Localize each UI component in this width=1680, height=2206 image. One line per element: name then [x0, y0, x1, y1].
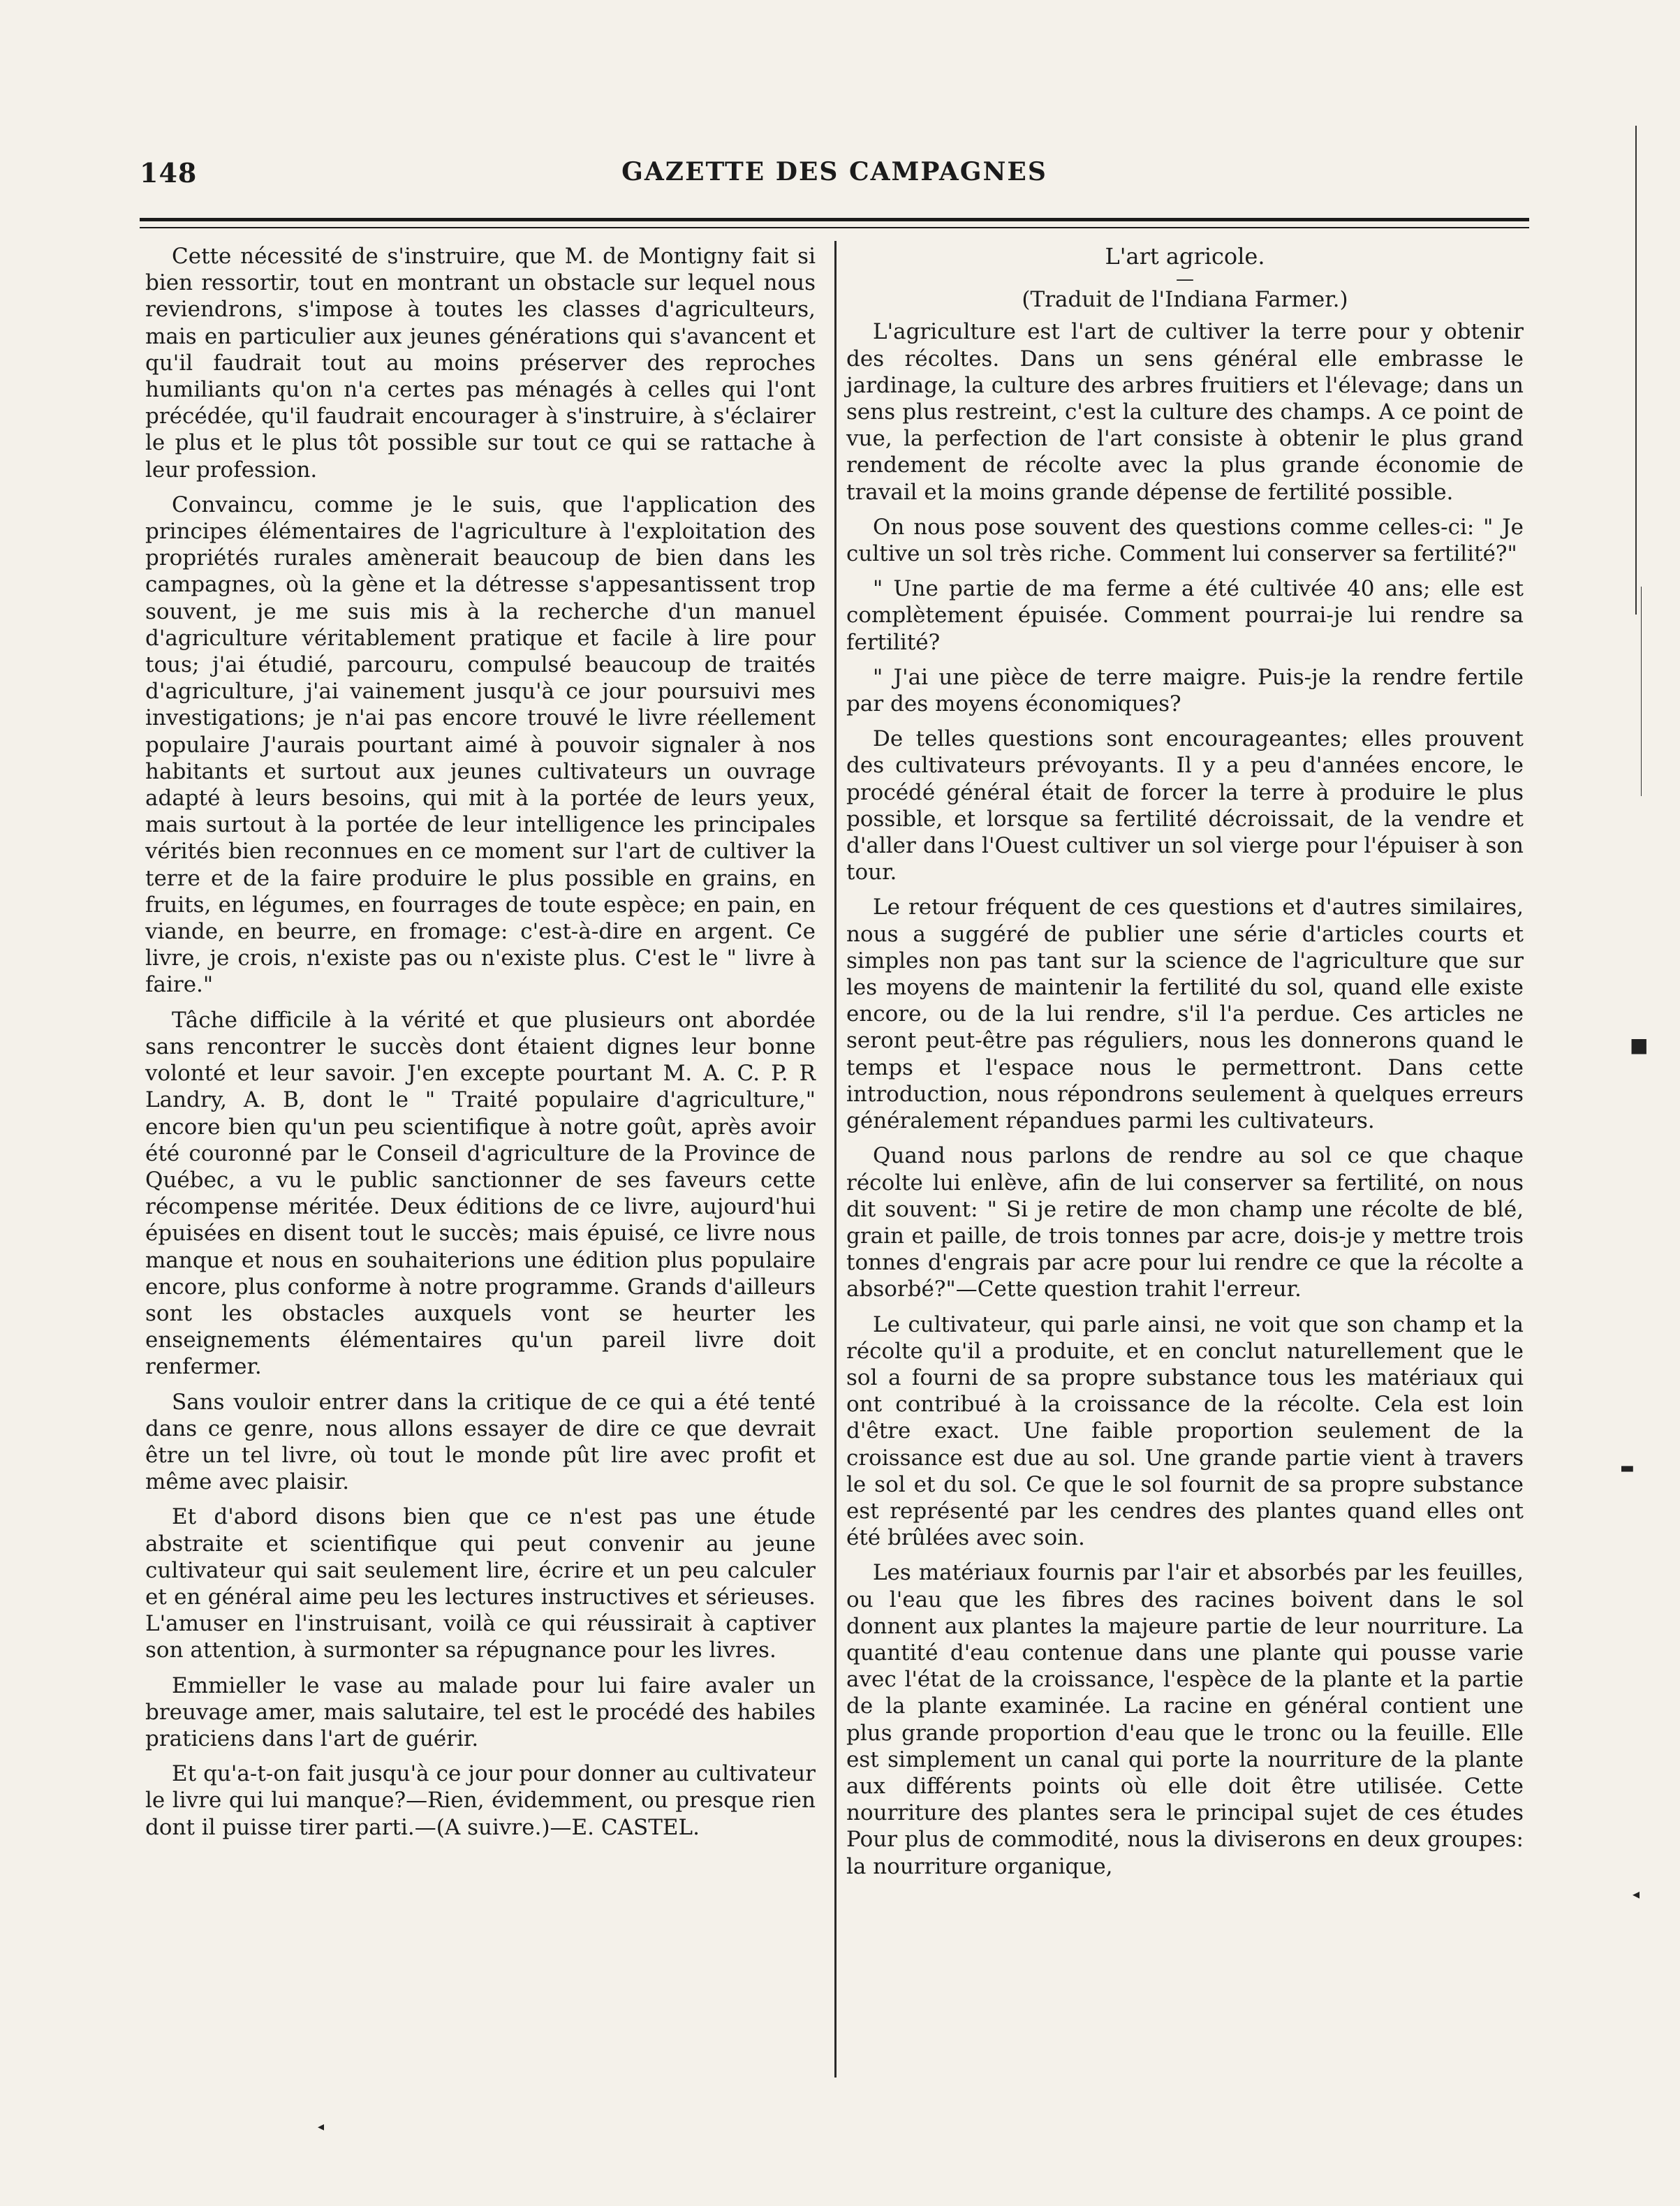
right-column: [846, 243, 1524, 1888]
page-number: 148: [140, 157, 198, 189]
left-paragraph-1: Cette nécessité de s'instruire, que M. de Montigny fait si bien ressortir, tout en montrant un obstacle sur lequel nous reviendrons, s'impose à toutes les classes d'agriculteurs, mais en particulier aux jeunes générations qui s'avancent et qu'il faudrait tout au moins préserver des reproches humiliants qu'on n'a certes pas ménagés à celles qui l'ont précédée, qu'il faudrait encourager à s'instruire, à s'éclairer le plus et le plus tôt possible sur tout ce qui se rattache à leur profession.: [145, 244, 816, 483]
masthead-title: GAZETTE DES CAMPAGNES: [621, 157, 1047, 186]
right-paragraph-5: De telles questions sont encourageantes; elles prouvent des cultivateurs prévoyants. Il y a peu d'années encore, le procédé général était de forcer la terre à produire le plus possible, et lorsque sa fertilité décroissait, de la vendre et d'aller dans l'Ouest cultiver un sol vierge pour l'épuiser à son tour.: [846, 726, 1524, 885]
ink-speck: ▬: [1620, 1459, 1635, 1477]
right-paragraph-3: " Une partie de ma ferme a été cultivée 40 ans; elle est complètement épuisée. Comment pourrai-je lui rendre sa fertilité?: [846, 576, 1524, 655]
scan-edge-line-2: [1641, 587, 1642, 796]
left-paragraph-2: Convaincu, comme je le suis, que l'application des principes élémentaires de l'agriculture à l'exploitation des propriétés rurales amènerait beaucoup de bien dans les campagnes, où la gène et la détresse s'appesantissent trop souvent, je me suis mis à la recherche d'un manuel d'agriculture véritablement pratique et facile à lire pour tous; j'ai étudié, parcouru, compulsé beaucoup de traités d'agriculture, j'ai vainement jusqu'à ce jour poursuivi mes investigations; je n'ai pas encore trouvé le livre réellement populaire J'aurais pourtant aimé à pouvoir signaler à nos habitants et surtout aux jeunes cultivateurs un ouvrage adapté à leurs besoins, qui mit à la portée de leurs yeux, mais surtout à la portée de leur intelligence les principales vérités bien reconnues en ce moment sur l'art de cultiver la terre et de la faire produire le plus possible en grains, en fruits, en légumes, en fourrages de toute espèce; en pain, en viande, en beurre, en fromage: c'est-à-dire en argent. Ce livre, je crois, n'existe pas ou n'existe plus. C'est le " livre à faire.": [145, 492, 816, 998]
left-paragraph-5: Et d'abord disons bien que ce n'est pas une étude abstraite et scientifique qui peut convenir au jeune cultivateur qui sait seulement lire, écrire et un peu calculer et en général aime peu les lectures instructives et sérieuses. L'amuser en l'instruisant, voilà ce qui réussirait à captiver son attention, à surmonter sa répugnance pour les livres.: [145, 1504, 816, 1663]
right-paragraph-4: " J'ai une pièce de terre maigre. Puis-je la rendre fertile par des moyens économiques?: [846, 664, 1524, 717]
ink-speck: ◂: [318, 2119, 325, 2134]
right-paragraph-6: Le retour fréquent de ces questions et d'autres similaires, nous a suggéré de publier une série d'articles courts et simples non pas tant sur la science de l'agriculture que sur les moyens de maintenir la fertilité du sol, quand elle existe encore, ou de la lui rendre, s'il l'a perdue. Ces articles ne seront peut-être pas réguliers, nous les donnerons quand le temps et l'espace nous le permettront. Dans cette introduction, nous répondrons seulement à quelques erreurs généralement répandues parmi les cultivateurs.: [846, 895, 1524, 1134]
left-paragraph-7: Et qu'a-t-on fait jusqu'à ce jour pour donner au cultivateur le livre qui lui manque?—Rien, évidemment, ou presque rien dont il puisse tirer parti.—(A suivre.)—E. CASTEL.: [145, 1761, 816, 1840]
ink-speck: ■: [1630, 1034, 1649, 1057]
page-header: [140, 157, 1529, 192]
right-paragraph-9: Les matériaux fournis par l'air et absorbés par les feuilles, ou l'eau que les fibres des racines boivent dans le sol donnent aux plantes la majeure partie de leur nourriture. La quantité d'eau contenue dans une plante qui pousse varie avec l'état de la croissance, l'espèce de la plante et la partie de la plante examinée. La racine en général contient une plus grande proportion d'eau que le tronc ou la feuille. Elle est simplement un canal qui porte la nourriture de la plante aux différents points où elle doit être utilisée. Cette nourriture des plantes sera le principal sujet de ces études Pour plus de commodité, nous la diviserons en deux groupes: la nourriture organique,: [846, 1560, 1524, 1879]
scan-edge-line: [1635, 126, 1637, 615]
left-column: [145, 243, 816, 1849]
article-title: L'art agricole.: [1105, 243, 1265, 270]
ink-speck: ◂: [1633, 1885, 1640, 1902]
right-paragraph-8: Le cultivateur, qui parle ainsi, ne voit que son champ et la récolte qu'il a produite, et en conclut naturellement que le sol a fourni de sa propre substance tous les matériaux qui ont contribué à la croissance de la récolte. Cela est loin d'être exact. Une faible proportion seulement de la croissance est due au sol. Une grande partie vient à travers le sol et du sol. Ce que le sol fournit de sa propre substance est représenté par les cendres des plantes quand elles ont été brûlées avec soin.: [846, 1311, 1524, 1551]
column-divider: [834, 241, 837, 2078]
right-paragraph-1: L'agriculture est l'art de cultiver la terre pour y obtenir des récoltes. Dans un sens général elle embrasse le jardinage, la culture des arbres fruitiers et l'élevage; dans un sens plus restreint, c'est la culture des champs. A ce point de vue, la perfection de l'art consiste à obtenir le plus grand rendement de récolte avec la plus grande économie de travail et la moins grande dépense de fertilité possible.: [846, 319, 1524, 505]
header-rule-thick: [140, 218, 1529, 221]
left-paragraph-6: Emmieller le vase au malade pour lui faire avaler un breuvage amer, mais salutaire, tel est le procédé des habiles praticiens dans l'art de guérir.: [145, 1672, 816, 1751]
right-paragraph-2: On nous pose souvent des questions comme celles-ci: " Je cultive un sol très riche. Comment lui conserver sa fertilité?": [846, 514, 1524, 567]
title-dash: —: [1176, 269, 1194, 291]
left-paragraph-4: Sans vouloir entrer dans la critique de ce qui a été tenté dans ce genre, nous allons essayer de dire ce que devrait être un tel livre, où tout le monde pût lire avec profit et même avec plaisir.: [145, 1389, 816, 1495]
header-rule-thin: [140, 227, 1529, 228]
right-paragraph-7: Quand nous parlons de rendre au sol ce que chaque récolte lui enlève, afin de lui conserver sa fertilité, on nous dit souvent: " Si je retire de mon champ une récolte de blé, grain et paille, de trois tonnes par acre, dois-je y mettre trois tonnes d'engrais par acre pour lui rendre ce que la récolte a absorbé?"—Cette question trahit l'erreur.: [846, 1143, 1524, 1302]
article-subtitle: (Traduit de l'Indiana Farmer.): [1022, 287, 1348, 313]
left-paragraph-3: Tâche difficile à la vérité et que plusieurs ont abordée sans rencontrer le succès dont étaient dignes leur bonne volonté et leur savoir. J'en excepte pourtant M. A. C. P. R Landry, A. B, dont le " Traité populaire d'agriculture," encore bien qu'un peu scientifique à notre goût, après avoir été couronné par le Conseil d'agriculture de la Province de Québec, a vu le public sanctionner de ses faveurs cette récompense méritée. Deux éditions de ce livre, aujourd'hui épuisées en disent tout le succès; mais épuisé, ce livre nous manque et nous en souhaiterions une édition plus populaire encore, plus conforme à notre programme. Grands d'ailleurs sont les obstacles auxquels vont se heurter les enseignements élémentaires qu'un pareil livre doit renfermer.: [145, 1007, 816, 1380]
